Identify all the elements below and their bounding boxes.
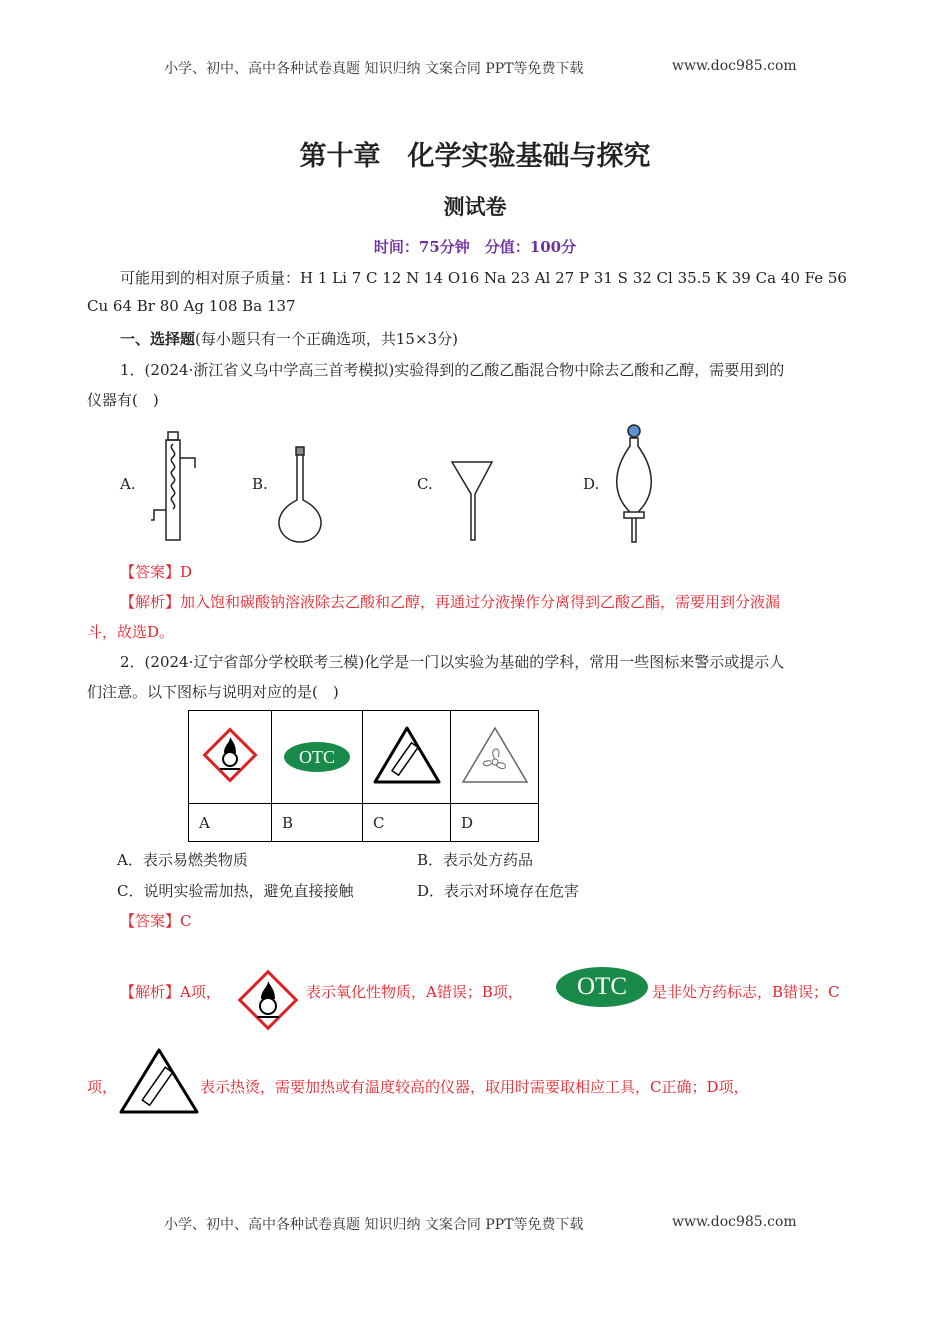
q1-option-a: A. (120, 475, 136, 493)
section-note: (每小题只有一个正确选项，共15×3分) (195, 330, 458, 348)
table-label-d: D (451, 804, 539, 842)
q2-answer: 【答案】C (120, 912, 192, 930)
q2-option-c: C．说明实验需加热，避免直接接触 (117, 882, 354, 900)
table-label-c: C (363, 804, 451, 842)
funnel-icon (450, 458, 496, 542)
q2-option-b: B．表示处方药品 (417, 851, 534, 869)
q2-analysis-e: 表示热烫，需要加热或有温度较高的仪器，取用时需要取相应工具，C正确；D项， (200, 1078, 749, 1096)
q1-option-b: B. (252, 475, 268, 493)
q1-analysis: 【解析】加入饱和碳酸钠溶液除去乙酸和乙醇，再通过分液操作分离得到乙酸乙酯，需要用到分液漏 (120, 593, 781, 611)
atomic-masses: 可能用到的相对原子质量：H 1 Li 7 C 12 N 14 O16 Na 23 Al 27 P 31 S 32 Cl 35.5 K 39 Ca 40 Fe 56 (120, 269, 847, 287)
atomic-masses-cont: Cu 64 Br 80 Ag 108 Ba 137 (87, 297, 296, 315)
volumetric-flask-icon (278, 445, 324, 545)
fan-icon (459, 724, 531, 786)
q2-stem-cont: 们注意。以下图标与说明对应的是( ) (87, 683, 339, 701)
oxidizer-icon (234, 966, 304, 1034)
hot-surface-icon (371, 724, 443, 786)
separatory-funnel-icon (612, 422, 658, 544)
q2-stem: 2．(2024·辽宁省部分学校联考三模)化学是一门以实验为基础的学科，常用一些图标来警示或提示人 (120, 653, 785, 671)
hot-surface-icon (117, 1046, 201, 1116)
footer-url[interactable]: www.doc985.com (672, 1214, 797, 1230)
q2-option-a: A．表示易燃类物质 (117, 851, 248, 869)
section-title: 一、选择题 (120, 330, 196, 348)
otc-icon: OTC (556, 967, 648, 1007)
q1-stem-cont: 仪器有( ) (87, 391, 159, 409)
q2-analysis-c: 是非处方药标志，B错误；C (652, 983, 840, 1001)
condenser-icon (148, 430, 200, 545)
q2-analysis-a: 【解析】A项， (120, 983, 221, 1001)
table-label-a: A (189, 804, 272, 842)
q2-analysis-b: 表示氧化性物质，A错误；B项， (306, 983, 523, 1001)
header-url[interactable]: www.doc985.com (672, 58, 797, 74)
oxidizer-icon (200, 725, 260, 785)
otc-icon: OTC (284, 742, 350, 772)
footer-text: 小学、初中、高中各种试卷真题 知识归纳 文案合同 PPT等免费下载 (164, 1217, 584, 1233)
q1-option-d: D. (583, 475, 600, 493)
q2-analysis-d: 项， (87, 1078, 118, 1096)
q1-analysis-cont: 斗，故选D。 (87, 623, 175, 641)
q1-option-c: C. (417, 475, 433, 493)
exam-meta: 时间：75分钟 分值：100分 (373, 238, 577, 256)
q2-icon-table (188, 710, 539, 842)
q2-option-d: D．表示对环境存在危害 (417, 882, 580, 900)
q1-answer: 【答案】D (120, 563, 193, 581)
page-title: 第十章 化学实验基础与探究 (299, 141, 651, 172)
q1-stem: 1．(2024·浙江省义乌中学高三首考模拟)实验得到的乙酸乙酯混合物中除去乙酸和乙醇，需要用到的 (120, 361, 785, 379)
header-text: 小学、初中、高中各种试卷真题 知识归纳 文案合同 PPT等免费下载 (164, 61, 584, 77)
section-heading (120, 328, 458, 349)
table-label-b: B (272, 804, 363, 842)
page-subtitle: 测试卷 (443, 195, 507, 219)
